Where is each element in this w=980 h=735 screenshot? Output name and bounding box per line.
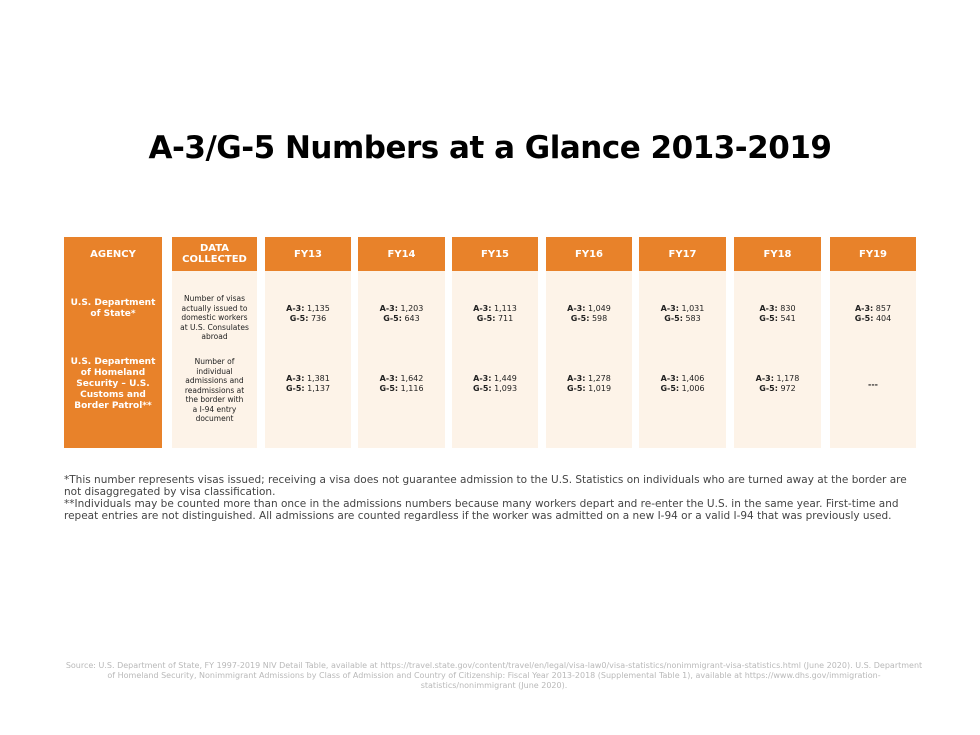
footnote-1: *This number represents visas issued; receiving a visa does not guarantee admission to the U.S. Statistics on individuals who are turned away at the border are not disaggregated by visa classification. (64, 474, 907, 498)
fy15-column (452, 237, 538, 448)
data-collected-body (172, 271, 257, 448)
agency-body (64, 271, 162, 448)
fy19-dhs-cell: --- (868, 380, 878, 389)
fy16-header: FY16 (546, 237, 632, 271)
fy17-column (639, 237, 726, 448)
fy15-state-cell: A-3: 1,113 G-5: 711 (473, 304, 517, 323)
fy13-column (265, 237, 351, 448)
agency-header: AGENCY (64, 237, 162, 271)
fy16-state-cell: A-3: 1,049 G-5: 598 (567, 304, 611, 323)
data-collected-header: DATA COLLECTED (172, 237, 257, 271)
source-citation: Source: U.S. Department of State, FY 1997-2019 NIV Detail Table, available at https://travel.state.gov/content/travel/en/legal/visa-law0/visa-statistics/nonimmigrant-visa-statistics.html (June 2020). U.S. Department of Homeland Security, Nonimmigrant Admissions by Class of Admission and Country of Citizenship: Fiscal Year 2013-2018 (Supplemental Table 1), available at https://www.dhs.gov/immigration-statistics/nonimmigrant (June 2020). (65, 661, 923, 690)
fy19-column (830, 237, 916, 448)
fy13-dhs-cell: A-3: 1,381 G-5: 1,137 (285, 374, 331, 393)
agency-dhs: U.S. Department of Homeland Security – U.S. Customs and Border Patrol** (70, 357, 156, 411)
fy17-state-cell: A-3: 1,031 G-5: 583 (660, 304, 705, 323)
fy19-state-cell: A-3: 857 G-5: 404 (854, 304, 892, 323)
data-collected-column (172, 237, 257, 448)
fy13-state-cell: A-3: 1,135 G-5: 736 (286, 304, 330, 323)
fy14-dhs-cell: A-3: 1,642 G-5: 1,116 (379, 374, 424, 393)
fy14-state-cell: A-3: 1,203 G-5: 643 (379, 304, 424, 323)
footnote-2: **Individuals may be counted more than once in the admissions numbers because many workers depart and re-enter the U.S. in the same year. First-time and repeat entries are not distinguished. All admissions are counted regardless if the worker was admitted on a new I-94 or a valid I-94 that was previously used. (64, 498, 899, 522)
fy15-header: FY15 (452, 237, 538, 271)
data-collected-state: Number of visas actually issued to domestic workers at U.S. Consulates abroad (180, 294, 249, 341)
agency-column (64, 237, 162, 448)
fy18-column (734, 237, 821, 448)
footnotes (64, 474, 924, 522)
fy16-column (546, 237, 632, 448)
fy14-header: FY14 (358, 237, 445, 271)
fy17-dhs-cell: A-3: 1,406 G-5: 1,006 (660, 374, 705, 393)
fy17-header: FY17 (639, 237, 726, 271)
fy18-dhs-cell: A-3: 1,178 G-5: 972 (755, 374, 800, 393)
data-collected-dhs: Number of individual admissions and readmissions at the border with a I-94 entry document (184, 357, 245, 423)
fy16-dhs-cell: A-3: 1,278 G-5: 1,019 (566, 374, 612, 393)
agency-state: U.S. Department of State* (70, 298, 156, 319)
fy18-header: FY18 (734, 237, 821, 271)
fy18-state-cell: A-3: 830 G-5: 541 (759, 304, 796, 323)
fy14-column (358, 237, 445, 448)
fy19-header: FY19 (830, 237, 916, 271)
fy15-dhs-cell: A-3: 1,449 G-5: 1,093 (472, 374, 518, 393)
fy13-header: FY13 (265, 237, 351, 271)
page-title: A-3/G-5 Numbers at a Glance 2013-2019 (148, 130, 832, 166)
